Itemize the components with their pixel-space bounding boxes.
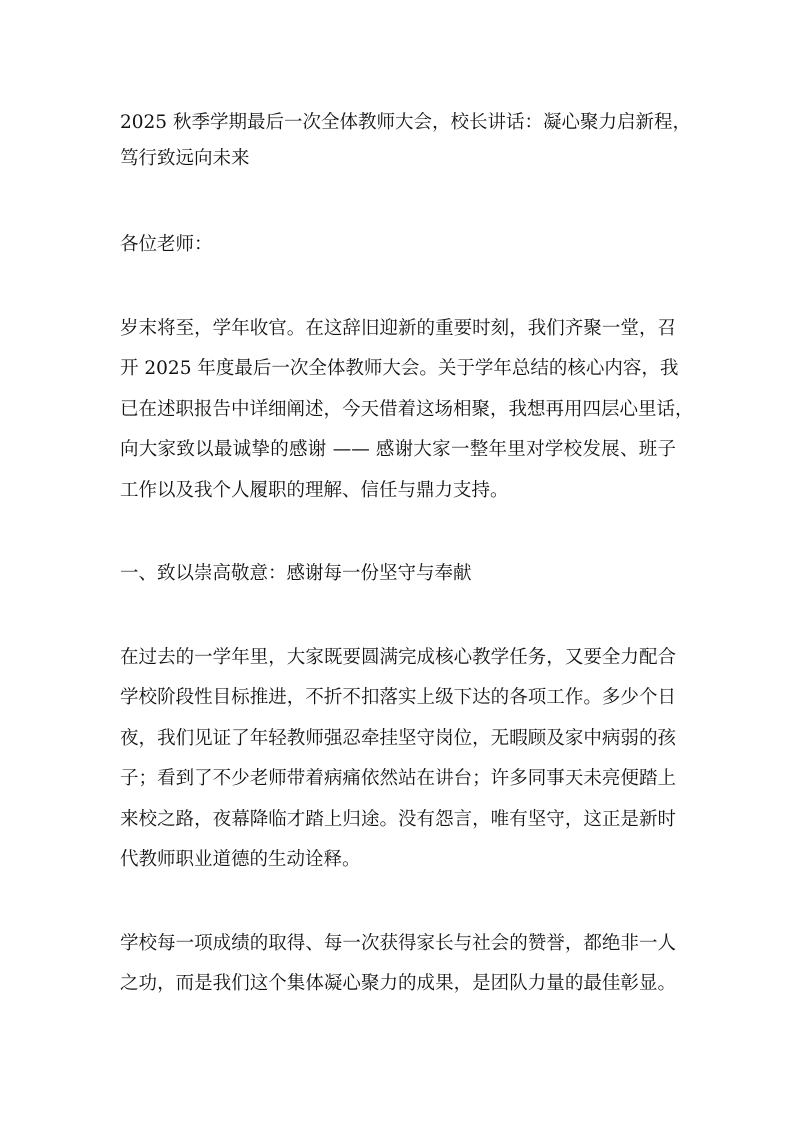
paragraph-line: 开 2025 年度最后一次全体教师大会。关于学年总结的核心内容，我 [120,358,679,379]
spacer [120,177,676,225]
paragraph-line: 代教师职业道德的生动诠释。 [120,849,361,870]
section-heading: 一、致以崇高敬意：感谢每一份坚守与奉献 [120,563,472,584]
paragraph-line: 学校每一项成绩的取得、每一次获得家长与社会的赞誉，都绝非一人 [120,932,676,954]
title-line-2: 笃行致远向未来 [120,148,250,169]
paragraph-line: 子；看到了不少老师带着病痛依然站在讲台；许多同事天未亮便踏上 [120,768,676,789]
paragraph-line: 在过去的一学年里，大家既要圆满完成核心教学任务，又要全力配合 [120,646,676,668]
paragraph-line: 向大家致以最诚挚的感谢 —— 感谢大家一整年里对学校发展、班子 [120,439,676,460]
document-page [120,105,694,1005]
spacer [120,595,676,638]
paragraph-line: 工作以及我个人履职的理解、信任与鼎力支持。 [120,479,509,501]
paragraph-line: 学校阶段性目标推进，不折不扣落实上级下达的各项工作。多少个日 [120,687,676,708]
spacer [120,881,676,924]
paragraph-line: 之功，而是我们这个集体凝心聚力的成果，是团队力量的最佳彰显。 [120,973,676,994]
spacer [120,266,676,309]
paragraph-line: 夜，我们见证了年轻教师强忍牵挂坚守岗位，无暇顾及家中病弱的孩 [120,727,676,749]
title-line-1: 2025 秋季学期最后一次全体教师大会，校长讲话：凝心聚力启新程， [120,112,691,133]
intro-paragraph [120,309,694,512]
spacer [120,511,676,554]
paragraph-line: 岁末将至，学年收官。在这辞旧迎新的重要时刻，我们齐聚一堂，召 [120,317,676,339]
salutation: 各位老师： [120,234,213,255]
document-title [120,105,691,177]
section-paragraph-2 [120,924,676,1005]
section-paragraph-1 [120,638,676,881]
paragraph-line: 已在述职报告中详细阐述，今天借着这场相聚，我想再用四层心里话， [120,398,694,420]
paragraph-line: 来校之路，夜幕降临才踏上归途。没有怨言，唯有坚守，这正是新时 [120,808,676,830]
